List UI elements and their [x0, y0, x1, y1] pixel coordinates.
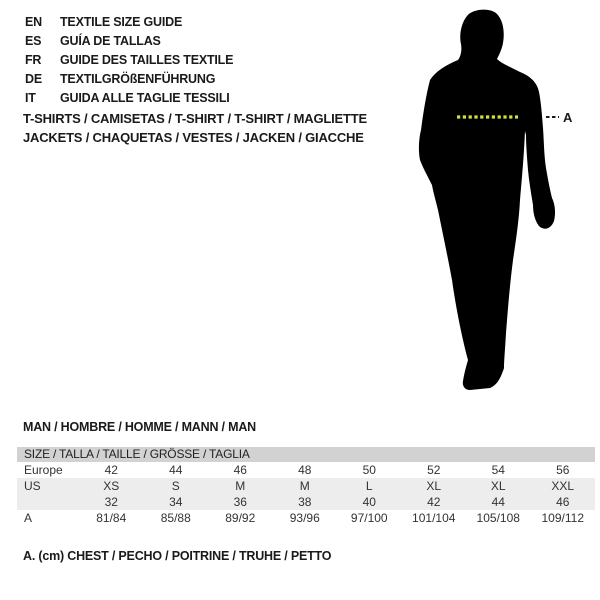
- language-label: GUÍA DE TALLAS: [60, 34, 161, 48]
- row-label: Europe: [24, 463, 63, 477]
- size-table-rows: [17, 462, 595, 526]
- size-cell: 93/96: [289, 511, 320, 525]
- table-row: [17, 462, 595, 478]
- language-row: [25, 13, 233, 32]
- product-types: [23, 109, 367, 147]
- language-guide: [25, 13, 233, 108]
- product-line-tshirts: T-SHIRTS / CAMISETAS / T-SHIRT / T-SHIRT / MAGLIETTE: [23, 111, 367, 126]
- size-cell: 52: [427, 463, 441, 477]
- language-code: DE: [25, 72, 42, 86]
- language-code: IT: [25, 91, 36, 105]
- language-code: FR: [25, 53, 42, 67]
- table-row: [17, 510, 595, 526]
- man-silhouette: [400, 5, 580, 397]
- size-cell: 81/84: [96, 511, 127, 525]
- size-cell: XL: [490, 479, 506, 493]
- row-label: A: [24, 511, 33, 525]
- footnote-chest: A. (cm) CHEST / PECHO / POITRINE / TRUHE / PETTO: [23, 549, 332, 563]
- measure-label-a: A: [563, 110, 573, 125]
- size-cell: 32: [104, 495, 118, 509]
- figure: [400, 5, 580, 397]
- size-cell: 46: [556, 495, 570, 509]
- size-cell: XXL: [551, 479, 575, 493]
- size-cell: 97/100: [350, 511, 388, 525]
- size-cell: 42: [427, 495, 441, 509]
- language-label: GUIDA ALLE TAGLIE TESSILI: [60, 91, 230, 105]
- table-row: [17, 494, 595, 510]
- language-label: TEXTILE SIZE GUIDE: [60, 15, 183, 29]
- size-cell: 109/112: [541, 511, 584, 525]
- size-cell: 44: [169, 463, 183, 477]
- size-cell: 101/104: [412, 511, 456, 525]
- size-cell: 50: [362, 463, 376, 477]
- table-row: [17, 478, 595, 494]
- language-code: EN: [25, 15, 42, 29]
- size-cell: 56: [556, 463, 570, 477]
- size-cell: M: [235, 479, 246, 493]
- size-cell: 42: [104, 463, 118, 477]
- row-label: [17, 494, 79, 510]
- language-code: ES: [25, 34, 42, 48]
- size-cell: 38: [298, 495, 312, 509]
- language-row: [25, 70, 233, 89]
- size-cell: 105/108: [476, 511, 520, 525]
- section-title-man: MAN / HOMBRE / HOMME / MANN / MAN: [23, 420, 256, 434]
- language-row: [25, 32, 233, 51]
- language-row: [25, 51, 233, 70]
- size-cell: XS: [103, 479, 120, 493]
- size-cell: L: [365, 479, 373, 493]
- size-cell: 85/88: [160, 511, 191, 525]
- size-cell: 46: [233, 463, 247, 477]
- product-line-jackets: JACKETS / CHAQUETAS / VESTES / JACKEN / GIACCHE: [23, 130, 364, 145]
- size-cell: S: [171, 479, 180, 493]
- size-cell: M: [299, 479, 310, 493]
- size-cell: XL: [426, 479, 442, 493]
- man-silhouette-shape: [419, 10, 555, 390]
- size-cell: 48: [298, 463, 312, 477]
- language-row: [25, 89, 233, 108]
- size-cell: 40: [362, 495, 376, 509]
- language-label: TEXTILGRÖßENFÜHRUNG: [60, 72, 216, 86]
- size-cell: 54: [491, 463, 505, 477]
- row-label: US: [24, 479, 41, 493]
- size-cell: 34: [169, 495, 183, 509]
- size-cell: 36: [233, 495, 247, 509]
- size-table: [17, 447, 595, 526]
- size-cell: 44: [491, 495, 505, 509]
- language-label: GUIDE DES TAILLES TEXTILE: [60, 53, 234, 67]
- size-table-header: SIZE / TALLA / TAILLE / GRÖSSE / TAGLIA: [17, 447, 595, 462]
- size-cell: 89/92: [225, 511, 256, 525]
